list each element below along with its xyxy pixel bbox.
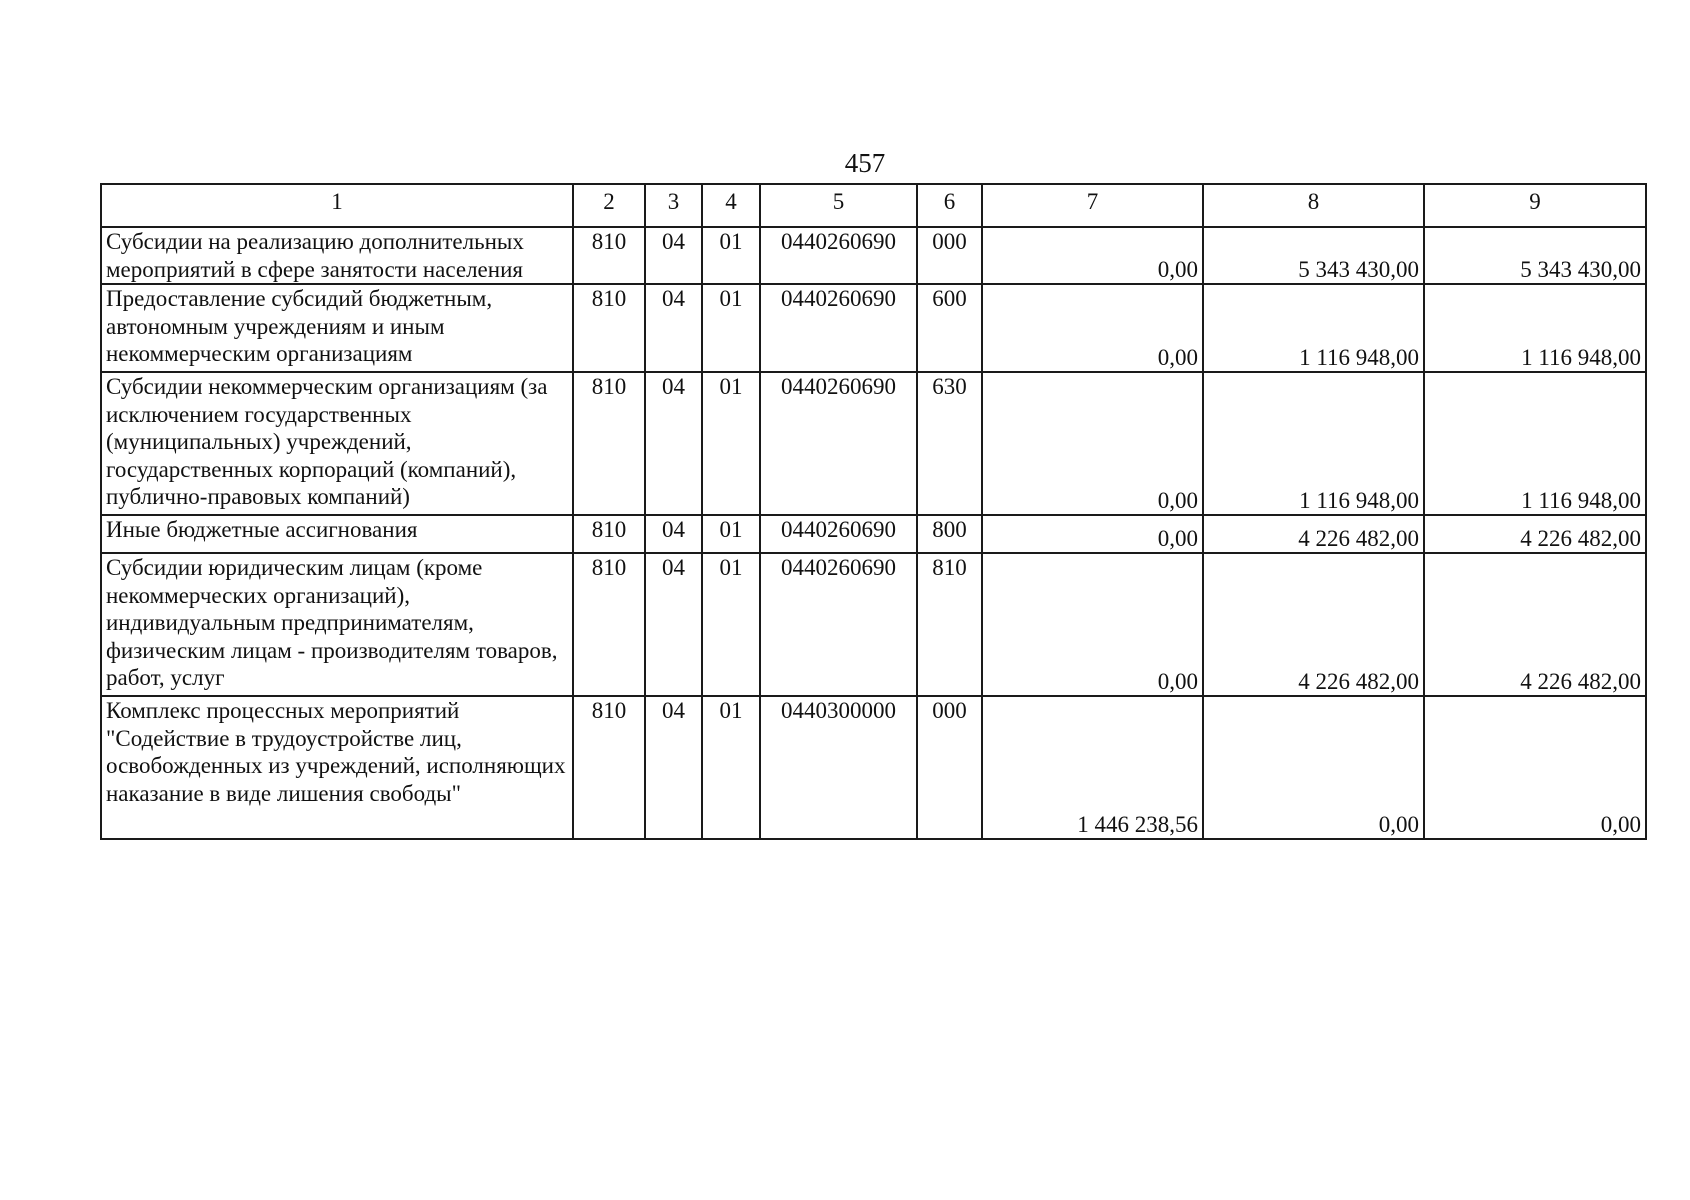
code-cell: 000 xyxy=(917,696,982,839)
header-cell: 1 xyxy=(101,184,573,227)
header-cell: 6 xyxy=(917,184,982,227)
amount-cell: 0,00 xyxy=(982,227,1203,284)
code-cell: 04 xyxy=(645,227,702,284)
table-row xyxy=(101,553,1646,696)
amount-cell: 0,00 xyxy=(1424,696,1646,839)
amount-cell: 0,00 xyxy=(982,515,1203,553)
amount-cell: 1 116 948,00 xyxy=(1424,372,1646,515)
row-name-cell: Комплекс процессных мероприятий "Содействие в трудоустройстве лиц, освобожденных из учреждений, исполняющих наказание в виде лишения свободы" xyxy=(101,696,573,839)
code-cell: 810 xyxy=(573,372,645,515)
amount-cell: 1 116 948,00 xyxy=(1424,284,1646,372)
code-cell: 800 xyxy=(917,515,982,553)
header-cell: 7 xyxy=(982,184,1203,227)
code-cell: 04 xyxy=(645,696,702,839)
amount-cell: 1 446 238,56 xyxy=(982,696,1203,839)
amount-cell: 4 226 482,00 xyxy=(1424,553,1646,696)
amount-cell: 1 116 948,00 xyxy=(1203,372,1424,515)
code-cell: 01 xyxy=(702,553,760,696)
table-row xyxy=(101,284,1646,372)
code-cell: 810 xyxy=(573,284,645,372)
code-cell: 0440260690 xyxy=(760,515,917,553)
header-cell: 9 xyxy=(1424,184,1646,227)
row-name-cell: Субсидии некоммерческим организациям (за исключением государственных (муниципальных) учреждений, государственных корпораций (компаний), публично-правовых компаний) xyxy=(101,372,573,515)
code-cell: 01 xyxy=(702,284,760,372)
code-cell: 01 xyxy=(702,227,760,284)
amount-cell: 0,00 xyxy=(1203,696,1424,839)
amount-cell: 1 116 948,00 xyxy=(1203,284,1424,372)
code-cell: 630 xyxy=(917,372,982,515)
amount-cell: 0,00 xyxy=(982,284,1203,372)
header-cell: 3 xyxy=(645,184,702,227)
row-name-cell: Иные бюджетные ассигнования xyxy=(101,515,573,553)
code-cell: 04 xyxy=(645,515,702,553)
code-cell: 01 xyxy=(702,372,760,515)
header-cell: 2 xyxy=(573,184,645,227)
table-row xyxy=(101,696,1646,839)
code-cell: 04 xyxy=(645,372,702,515)
code-cell: 04 xyxy=(645,553,702,696)
table-row xyxy=(101,515,1646,553)
code-cell: 000 xyxy=(917,227,982,284)
code-cell: 810 xyxy=(573,553,645,696)
amount-cell: 4 226 482,00 xyxy=(1203,515,1424,553)
row-name-cell: Субсидии на реализацию дополнительных мероприятий в сфере занятости населения xyxy=(101,227,573,284)
header-cell: 8 xyxy=(1203,184,1424,227)
header-cell: 4 xyxy=(702,184,760,227)
row-name-cell: Субсидии юридическим лицам (кроме некоммерческих организаций), индивидуальным предпринимателям, физическим лицам - производителям товаров, работ, услуг xyxy=(101,553,573,696)
table-header-row xyxy=(101,184,1646,227)
code-cell: 04 xyxy=(645,284,702,372)
code-cell: 01 xyxy=(702,696,760,839)
code-cell: 810 xyxy=(917,553,982,696)
header-cell: 5 xyxy=(760,184,917,227)
table-row xyxy=(101,372,1646,515)
amount-cell: 0,00 xyxy=(982,372,1203,515)
code-cell: 0440300000 xyxy=(760,696,917,839)
code-cell: 0440260690 xyxy=(760,553,917,696)
code-cell: 810 xyxy=(573,227,645,284)
code-cell: 0440260690 xyxy=(760,227,917,284)
table-row xyxy=(101,227,1646,284)
code-cell: 0440260690 xyxy=(760,284,917,372)
code-cell: 810 xyxy=(573,515,645,553)
code-cell: 0440260690 xyxy=(760,372,917,515)
page-number: 457 xyxy=(844,148,886,178)
code-cell: 01 xyxy=(702,515,760,553)
amount-cell: 4 226 482,00 xyxy=(1424,515,1646,553)
amount-cell: 0,00 xyxy=(982,553,1203,696)
amount-cell: 5 343 430,00 xyxy=(1203,227,1424,284)
row-name-cell: Предоставление субсидий бюджетным, автономным учреждениям и иным некоммерческим организациям xyxy=(101,284,573,372)
code-cell: 600 xyxy=(917,284,982,372)
amount-cell: 5 343 430,00 xyxy=(1424,227,1646,284)
budget-table xyxy=(100,183,1647,840)
code-cell: 810 xyxy=(573,696,645,839)
amount-cell: 4 226 482,00 xyxy=(1203,553,1424,696)
